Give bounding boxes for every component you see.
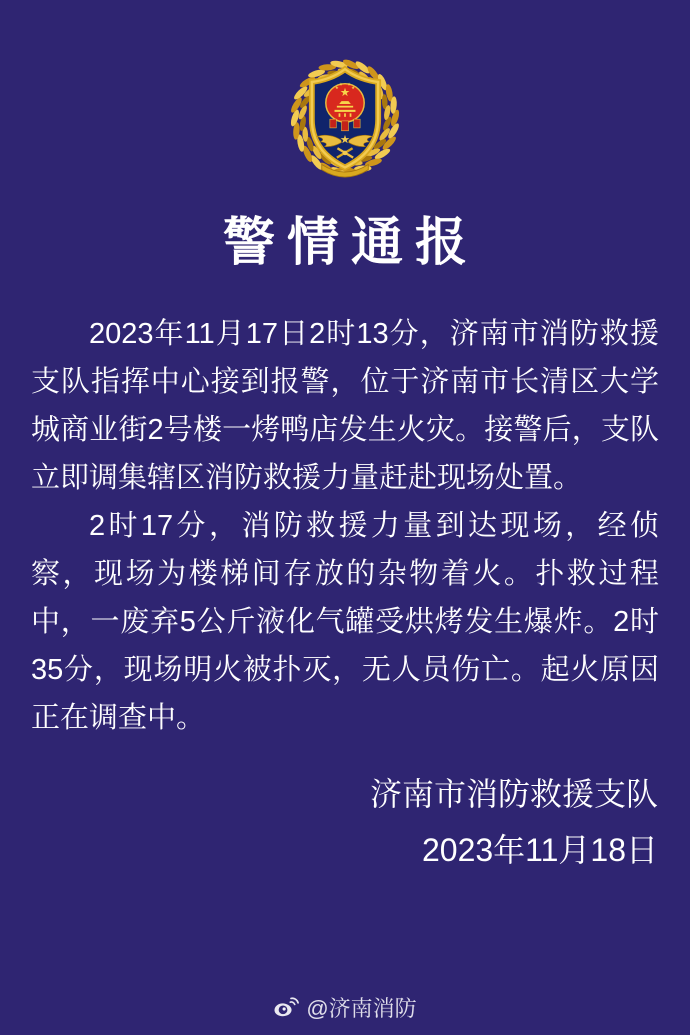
- footer-watermark: [0, 992, 690, 1023]
- watermark-handle: @济南消防: [306, 996, 417, 1021]
- notice-title: 警情通报: [222, 214, 479, 272]
- paragraph-2: 2时17分，消防救援力量到达现场，经侦察，现场为楼梯间存放的杂物着火。扑救过程中，一废弃5公斤液化气罐受烘烤发生爆炸。2时35分，现场明火被扑灭，无人员伤亡。起火原因正在调查中。: [31, 510, 659, 734]
- paragraph-1: 2023年11月17日2时13分，济南市消防救援支队指挥中心接到报警，位于济南市长清区大学城商业街2号楼一烤鸭店发生火灾。接警后，支队立即调集辖区消防救援力量赶赴现场处置。: [31, 318, 659, 494]
- notice-body: [31, 310, 659, 742]
- weibo-icon: [273, 996, 299, 1019]
- signature-date: 2023年11月18日: [421, 832, 658, 868]
- signature-block: [32, 766, 658, 878]
- national-emblem: [326, 83, 364, 131]
- signature-name: 济南市消防救援支队: [369, 776, 658, 812]
- fire-rescue-emblem: [281, 50, 409, 186]
